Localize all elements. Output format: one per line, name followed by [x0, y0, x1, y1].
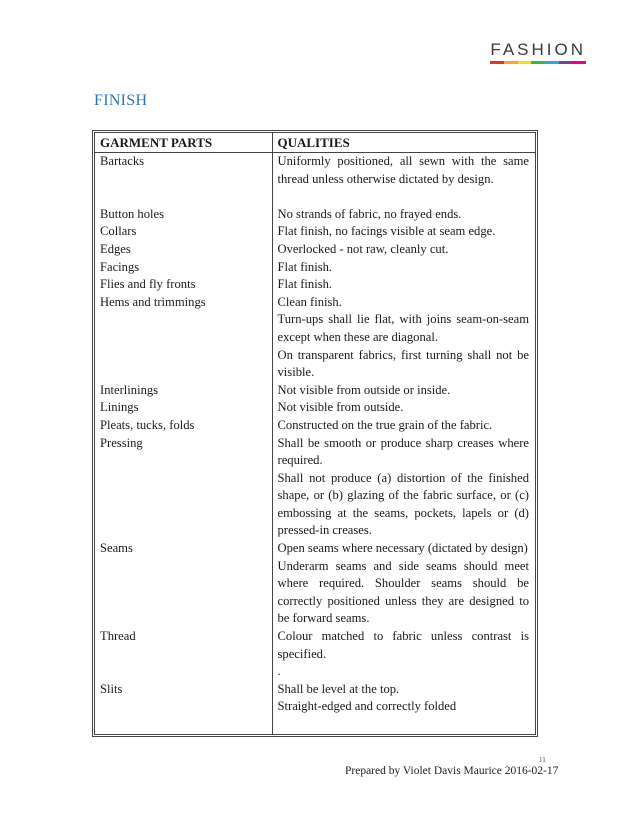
qualities-cell: [272, 417, 535, 435]
quality-text: Flat finish.: [277, 277, 333, 292]
quality-text: Straight-edged and correctly folded: [277, 699, 457, 714]
table-row: [95, 399, 535, 417]
garment-part-cell: Flies and fly fronts: [95, 276, 272, 294]
garment-part-cell: Pleats, tucks, folds: [95, 417, 272, 435]
quality-text: Uniformly positioned, all sewn with the same thread unless otherwise dictated by design.: [277, 154, 529, 186]
quality-text: Shall not produce (a) distortion of the finished shape, or (b) glazing of the fabric surface, or (c) embossing at the seams, pockets, lapels or (d) pressed-in creases.: [277, 470, 529, 538]
qualities-cell: [272, 399, 535, 417]
logo-color-bar: [490, 61, 586, 64]
garment-part-cell: Bartacks: [95, 153, 272, 206]
table-row: [95, 259, 535, 277]
table-row: [95, 294, 535, 382]
finish-table: [92, 130, 538, 737]
garment-part-cell: Edges: [95, 241, 272, 259]
qualities-cell: [272, 628, 535, 681]
garment-part-cell: Interlinings: [95, 382, 272, 400]
garment-part-cell: Seams: [95, 540, 272, 628]
qualities-cell: [272, 223, 535, 241]
logo-text: FASHION: [490, 40, 586, 59]
table-row: [95, 681, 535, 734]
garment-part-cell: Hems and trimmings: [95, 294, 272, 382]
column-header-qualities: QUALITIES: [272, 133, 535, 153]
table-row: [95, 223, 535, 241]
table-row: [95, 628, 535, 681]
qualities-cell: [272, 435, 535, 541]
page-number: 11: [539, 756, 546, 764]
table-header-row: [95, 133, 535, 153]
quality-text: No strands of fabric, no frayed ends.: [277, 206, 462, 221]
table-row: [95, 241, 535, 259]
qualities-cell: [272, 294, 535, 382]
qualities-cell: [272, 153, 535, 206]
table-row: [95, 435, 535, 541]
quality-text: Clean finish.: [277, 294, 342, 309]
table-row: [95, 417, 535, 435]
garment-part-cell: Slits: [95, 681, 272, 734]
section-heading: FINISH: [94, 92, 148, 109]
quality-text: Turn-ups shall lie flat, with joins seam-on-seam except when these are diagonal.: [277, 312, 529, 344]
qualities-cell: [272, 382, 535, 400]
table-row: [95, 276, 535, 294]
qualities-cell: [272, 259, 535, 277]
quality-text: Open seams where necessary (dictated by design): [277, 541, 528, 556]
qualities-cell: [272, 540, 535, 628]
quality-text: Not visible from outside or inside.: [277, 382, 451, 397]
quality-text: Not visible from outside.: [277, 400, 404, 415]
quality-text: Shall be smooth or produce sharp creases where required.: [277, 435, 529, 468]
garment-part-cell: Facings: [95, 259, 272, 277]
garment-part-cell: Thread: [95, 628, 272, 681]
quality-text: Overlocked - not raw, cleanly cut.: [277, 241, 449, 256]
qualities-cell: [272, 241, 535, 259]
table-row: [95, 206, 535, 224]
quality-text: Constructed on the true grain of the fabric.: [277, 417, 493, 432]
garment-part-cell: Button holes: [95, 206, 272, 224]
quality-text: [278, 188, 530, 206]
garment-part-cell: Pressing: [95, 435, 272, 541]
quality-text: Flat finish.: [277, 259, 333, 274]
quality-text: Underarm seams and side seams should meet where required. Shoulder seams should be correctly positioned unless they are designed to be forward seams.: [277, 558, 529, 626]
quality-text: On transparent fabrics, first turning shall not be visible.: [277, 347, 529, 380]
table-row: [95, 382, 535, 400]
quality-text: [278, 716, 530, 734]
footer-prepared-by: Prepared by Violet Davis Maurice 2016-02-17: [345, 765, 559, 777]
qualities-cell: [272, 276, 535, 294]
table-row: [95, 540, 535, 628]
fashion-logo: [490, 40, 586, 64]
qualities-cell: [272, 206, 535, 224]
quality-text: .: [277, 664, 281, 679]
quality-text: Shall be level at the top.: [277, 681, 400, 696]
garment-part-cell: Linings: [95, 399, 272, 417]
table-row: [95, 153, 535, 206]
qualities-cell: [272, 681, 535, 734]
quality-text: Flat finish, no facings visible at seam edge.: [277, 224, 496, 239]
garment-part-cell: Collars: [95, 223, 272, 241]
quality-text: Colour matched to fabric unless contrast is specified.: [277, 629, 529, 661]
column-header-garment-parts: GARMENT PARTS: [95, 133, 272, 153]
